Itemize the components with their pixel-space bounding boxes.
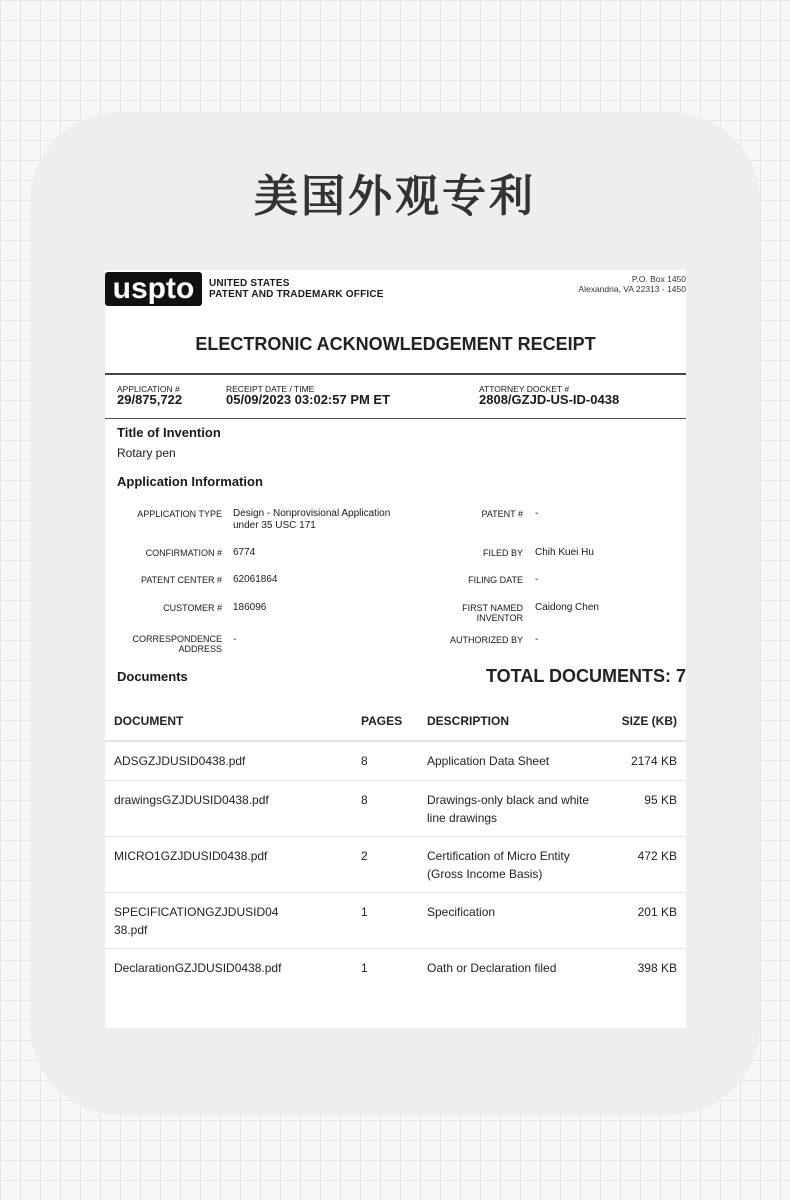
application-number-label: APPLICATION # bbox=[117, 384, 180, 394]
office-address bbox=[578, 274, 686, 294]
document-name: ADSGZJDUSID0438.pdf bbox=[114, 754, 246, 768]
col-document: DOCUMENT bbox=[114, 714, 184, 728]
document-description: Oath or Declaration filed bbox=[427, 961, 557, 975]
document-description: Specification bbox=[427, 905, 496, 919]
receipt-title: ELECTRONIC ACKNOWLEDGEMENT RECEIPT bbox=[195, 334, 596, 354]
document-pages: 8 bbox=[361, 754, 368, 768]
patent-center-label: PATENT CENTER # bbox=[140, 575, 222, 585]
document-name: SPECIFICATIONGZJDUSID0438.pdf bbox=[114, 905, 279, 937]
invention-title: Rotary pen bbox=[117, 446, 176, 460]
patent-center-value: 62061864 bbox=[233, 574, 278, 585]
filing-date-label: FILING DATE bbox=[468, 575, 523, 585]
application-info-title: Application Information bbox=[117, 474, 263, 489]
patent-number-label: PATENT # bbox=[481, 509, 523, 519]
invention-title-label: Title of Invention bbox=[117, 425, 221, 440]
correspondence-value: - bbox=[233, 634, 237, 645]
patent-number-value: - bbox=[535, 508, 539, 519]
documents-table bbox=[105, 702, 686, 1004]
address-line-1: P.O. Box 1450 bbox=[631, 274, 686, 284]
document-name: DeclarationGZJDUSID0438.pdf bbox=[114, 961, 282, 975]
receipt-document bbox=[105, 270, 686, 1028]
total-documents: TOTAL DOCUMENTS: 7 bbox=[485, 666, 686, 686]
uspto-logo: uspto bbox=[105, 272, 202, 306]
document-size: 95 KB bbox=[644, 793, 677, 807]
page-heading: 美国外观专利 bbox=[254, 171, 536, 222]
authorized-by-label: AUTHORIZED BY bbox=[449, 635, 523, 645]
receipt-date-label: RECEIPT DATE / TIME bbox=[226, 384, 315, 394]
col-pages: PAGES bbox=[361, 714, 403, 728]
col-size: SIZE (KB) bbox=[621, 714, 677, 728]
document-pages: 2 bbox=[361, 849, 368, 863]
table-row bbox=[105, 893, 686, 949]
document-name: MICRO1GZJDUSID0438.pdf bbox=[114, 849, 268, 863]
customer-value: 186096 bbox=[233, 602, 267, 613]
table-row bbox=[105, 742, 686, 781]
org-line-2: PATENT AND TRADEMARK OFFICE bbox=[209, 289, 384, 300]
attorney-docket-label: ATTORNEY DOCKET # bbox=[479, 384, 570, 394]
divider-top bbox=[105, 373, 686, 375]
address-line-2: Alexandria, VA 22313 - 1450 bbox=[578, 284, 686, 294]
application-type-label: APPLICATION TYPE bbox=[137, 509, 222, 519]
org-name bbox=[209, 278, 384, 300]
customer-label: CUSTOMER # bbox=[163, 603, 222, 613]
document-size: 201 KB bbox=[637, 905, 677, 919]
document-description: Application Data Sheet bbox=[427, 754, 550, 768]
filing-date-value: - bbox=[535, 574, 539, 585]
table-row bbox=[105, 837, 686, 893]
authorized-by-value: - bbox=[535, 634, 539, 645]
filed-by-value: Chih Kuei Hu bbox=[535, 547, 594, 558]
first-named-inventor-label bbox=[418, 603, 523, 623]
confirmation-label: CONFIRMATION # bbox=[145, 548, 222, 558]
table-row bbox=[105, 781, 686, 837]
application-type-line-1: Design - Nonprovisional Application bbox=[233, 508, 391, 519]
document-size: 2174 KB bbox=[630, 754, 677, 768]
filed-by-label: FILED BY bbox=[482, 548, 523, 558]
document-name: drawingsGZJDUSID0438.pdf bbox=[114, 793, 269, 807]
application-type-line-2: under 35 USC 171 bbox=[233, 520, 316, 531]
correspondence-label-line-2: ADDRESS bbox=[178, 644, 222, 654]
first-named-inventor-value: Caidong Chen bbox=[535, 602, 599, 613]
table-row bbox=[105, 949, 686, 1004]
document-size: 398 KB bbox=[637, 961, 677, 975]
document-description: Certification of Micro Entity (Gross Income Basis) bbox=[427, 849, 570, 881]
col-description: DESCRIPTION bbox=[427, 714, 510, 728]
application-number: 29/875,722 bbox=[117, 392, 183, 407]
correspondence-label bbox=[117, 634, 222, 654]
receipt-date: 05/09/2023 03:02:57 PM ET bbox=[226, 392, 391, 407]
org-line-1: UNITED STATES bbox=[209, 278, 290, 289]
document-pages: 1 bbox=[361, 905, 368, 919]
document-pages: 8 bbox=[361, 793, 368, 807]
first-named-label-line-1: FIRST NAMED bbox=[462, 603, 523, 613]
document-size: 472 KB bbox=[637, 849, 677, 863]
first-named-label-line-2: INVENTOR bbox=[476, 613, 523, 623]
attorney-docket: 2808/GZJD-US-ID-0438 bbox=[479, 392, 620, 407]
confirmation-value: 6774 bbox=[233, 547, 256, 558]
divider-meta bbox=[105, 418, 686, 419]
table-header bbox=[105, 702, 686, 742]
documents-title: Documents bbox=[117, 669, 188, 684]
document-pages: 1 bbox=[361, 961, 368, 975]
document-description: Drawings-only black and white line drawings bbox=[427, 793, 590, 825]
application-type-value bbox=[233, 508, 390, 532]
correspondence-label-line-1: CORRESPONDENCE bbox=[132, 634, 222, 644]
